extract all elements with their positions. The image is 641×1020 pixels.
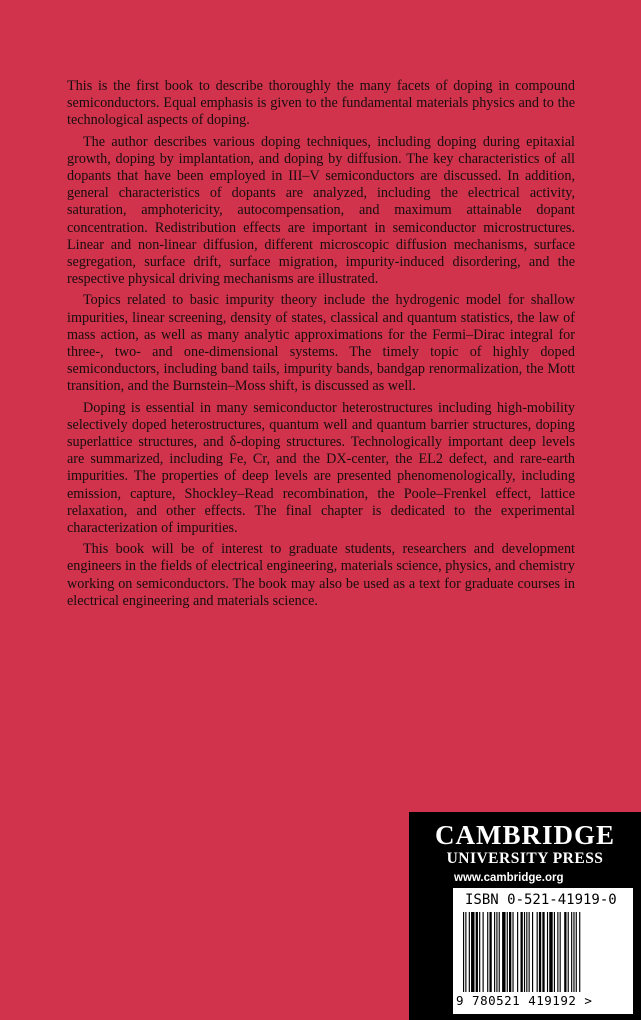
blurb-paragraph-3: Topics related to basic impurity theory include the hydrogenic model for shallow impurities, linear screening, density of states, classical and quantum statistics, the law of mass action, as well as many analytic approximations for the Fermi–Dirac integral for three-, two- and one-dimensional systems. The timely topic of highly doped semiconductors, including band tails, impurity bands, bandgap renormalization, the Mott transition, and the Burnstein–Moss shift, is discussed as well. <box>67 292 575 395</box>
barcode-bar <box>496 912 497 992</box>
barcode-bar <box>479 912 480 992</box>
blurb-paragraph-2: The author describes various doping techniques, including doping during epitaxial growth, doping by implantation, and doping by diffusion. The key characteristics of all dopants that have been employed in III–V semiconductors are discussed. In addition, general characteristics of dopants are analyzed, including the electrical activity, saturation, amphotericity, autocompensation, and maximum attainable dopant concentration. Redistribution effects are important in semiconductor microstructures. Linear and non-linear diffusion, different microscopic diffusion mechanisms, surface segregation, surface drift, surface migration, impurity-induced disordering, and the respective physical driving mechanisms are illustrated. <box>67 133 575 288</box>
barcode-bar <box>489 912 491 992</box>
barcode-bar <box>571 912 572 992</box>
barcode-bar <box>539 912 541 992</box>
barcode-bar <box>487 912 488 992</box>
barcode-bar <box>532 912 533 992</box>
blurb-paragraph-1: This is the first book to describe thoroughly the many facets of doping in compound semiconductors. Equal emphasis is given to the fundamental materials physics and to the technological aspects of doping. <box>67 78 575 129</box>
isbn-barcode-panel <box>453 888 633 1014</box>
publisher-url: www.cambridge.org <box>454 872 564 884</box>
barcode-bar <box>517 912 518 992</box>
publisher-subtitle: UNIVERSITY PRESS <box>446 850 604 867</box>
barcode-digits: 9 780521 419192 > <box>456 993 593 1008</box>
publisher-name: CAMBRIDGE <box>434 820 615 850</box>
barcode-bar <box>512 912 513 992</box>
barcode-bar <box>463 912 464 992</box>
barcode-bar <box>576 912 577 992</box>
barcode-bar <box>502 912 505 992</box>
barcode-bar <box>509 912 511 992</box>
barcode-bar <box>471 912 474 992</box>
barcode-bar <box>499 912 500 992</box>
barcode-bar <box>483 912 484 992</box>
barcode-bar <box>465 912 466 992</box>
isbn-label: ISBN 0-521-41919-0 <box>465 892 617 908</box>
barcode-bar <box>524 912 525 992</box>
barcode-bar <box>494 912 495 992</box>
barcode-bar <box>542 912 544 992</box>
blurb-paragraph-5: This book will be of interest to graduate students, researchers and development engineers in the fields of electrical engineering, materials science, physics, and chemistry working on semiconductors. The book may also be used as a text for graduate courses in electrical engineering and materials science. <box>67 541 575 609</box>
barcode-bar <box>560 912 561 992</box>
barcode-bar <box>507 912 508 992</box>
barcode-bar <box>568 912 569 992</box>
barcode-bar <box>529 912 530 992</box>
barcode-bar <box>579 912 580 992</box>
barcode-bar <box>547 912 548 992</box>
barcode-bar <box>526 912 527 992</box>
barcode-bar <box>537 912 538 992</box>
barcode-bar <box>469 912 470 992</box>
barcode-bar <box>564 912 566 992</box>
blurb-paragraph-4: Doping is essential in many semiconductor heterostructures including high-mobility selectively doped heterostructures, quantum well and quantum barrier structures, doping superlattice structures, and δ-doping structures. Technologically important deep levels are summarized, including Fe, Cr, and the DX-center, the EL2 defect, and rare-earth impurities. The properties of deep levels are presented phenomenologically, including emission, capture, Shockley–Read recombination, the Poole–Frenkel effect, lattice relaxation, and other effects. The final chapter is dedicated to the experimental characterization of impurities. <box>67 399 575 537</box>
barcode-bar <box>573 912 574 992</box>
barcode-icon <box>461 912 625 994</box>
barcode-bar <box>549 912 552 992</box>
barcode-bar <box>476 912 478 992</box>
back-cover-blurb <box>67 78 575 614</box>
publisher-box <box>409 812 641 1020</box>
barcode-bar <box>557 912 558 992</box>
barcode-bar <box>554 912 555 992</box>
barcode-bar <box>521 912 523 992</box>
